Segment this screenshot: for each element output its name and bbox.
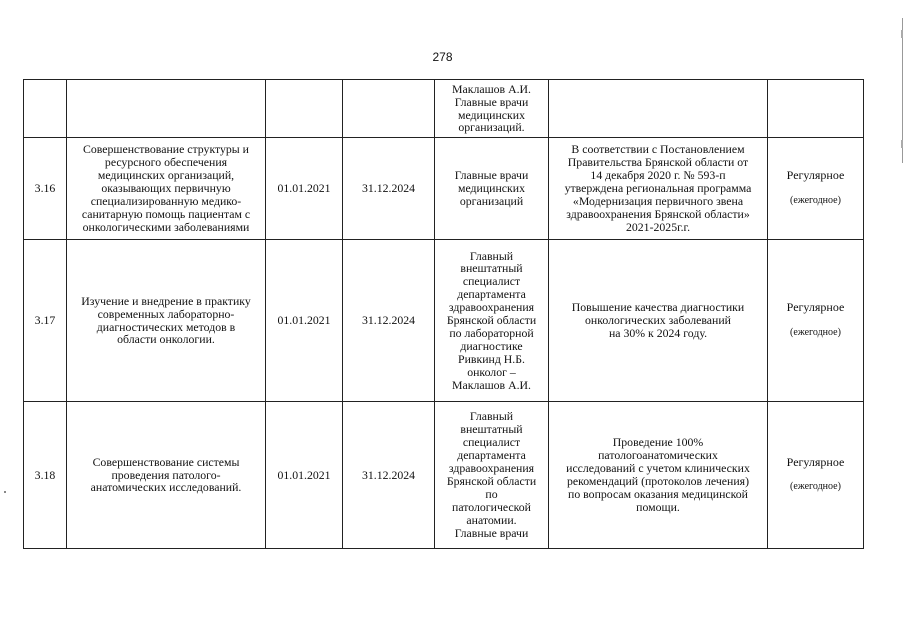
table-row — [24, 402, 864, 549]
frequency-label: Регулярное — [786, 454, 845, 469]
table-row — [24, 240, 864, 402]
scan-edge-tick — [901, 30, 903, 38]
result-cell: В соответствии с Постановлением Правительства Брянской области от 14 декабря 2020 г. № 593-п утверждена региональная программа «Модернизация первичного звена здравоохранения Брянской области» 2021-2025г.г. — [549, 138, 768, 240]
scan-speck — [4, 491, 6, 493]
end-date-cell: 31.12.2024 — [343, 138, 435, 240]
table-row — [24, 138, 864, 240]
frequency-note: (ежегодное) — [790, 481, 841, 493]
plan-table — [23, 79, 864, 549]
end-date-cell: 31.12.2024 — [343, 402, 435, 549]
start-date-cell: 01.01.2021 — [266, 138, 343, 240]
frequency-cell — [768, 402, 864, 549]
row-number-cell — [24, 80, 67, 138]
row-number-cell: 3.17 — [24, 240, 67, 402]
frequency-note: (ежегодное) — [790, 326, 841, 338]
frequency-label: Регулярное — [786, 168, 845, 183]
responsible-cell: Маклашов А.И. Главные врачи медицинских организаций. — [435, 80, 549, 138]
event-cell: Изучение и внедрение в практику современных лабораторно- диагностических методов в области онкологии. — [67, 240, 266, 402]
end-date-cell — [343, 80, 435, 138]
frequency-label: Регулярное — [786, 300, 845, 315]
row-number-cell: 3.18 — [24, 402, 67, 549]
start-date-cell: 01.01.2021 — [266, 402, 343, 549]
responsible-cell: Главный внештатный специалист департамента здравоохранения Брянской области по патологической анатомии. Главные врачи — [435, 402, 549, 549]
event-cell — [67, 80, 266, 138]
end-date-cell: 31.12.2024 — [343, 240, 435, 402]
event-cell: Совершенствование структуры и ресурсного обеспечения медицинских организаций, оказывающих первичную специализированную медико- санитарную помощь пациентам с онкологическими заболеваниями — [67, 138, 266, 240]
result-cell: Проведение 100% патологоанатомических исследований с учетом клинических рекомендаций (протоколов лечения) по вопросам оказания медицинской помощи. — [549, 402, 768, 549]
page-number: 278 — [432, 50, 453, 64]
responsible-cell: Главный внештатный специалист департамента здравоохранения Брянской области по лабораторной диагностике Ривкинд Н.Б. онколог – Маклашов А.И. — [435, 240, 549, 402]
event-cell: Совершенствование системы проведения патолого- анатомических исследований. — [67, 402, 266, 549]
frequency-cell — [768, 240, 864, 402]
result-cell — [549, 80, 768, 138]
frequency-cell — [768, 80, 864, 138]
start-date-cell: 01.01.2021 — [266, 240, 343, 402]
frequency-cell — [768, 138, 864, 240]
result-cell: Повышение качества диагностики онкологических заболеваний на 30% к 2024 году. — [549, 240, 768, 402]
row-number-cell: 3.16 — [24, 138, 67, 240]
start-date-cell — [266, 80, 343, 138]
table-row — [24, 80, 864, 138]
responsible-cell: Главные врачи медицинских организаций — [435, 138, 549, 240]
scan-edge-tick — [901, 140, 903, 148]
frequency-note: (ежегодное) — [790, 194, 841, 206]
